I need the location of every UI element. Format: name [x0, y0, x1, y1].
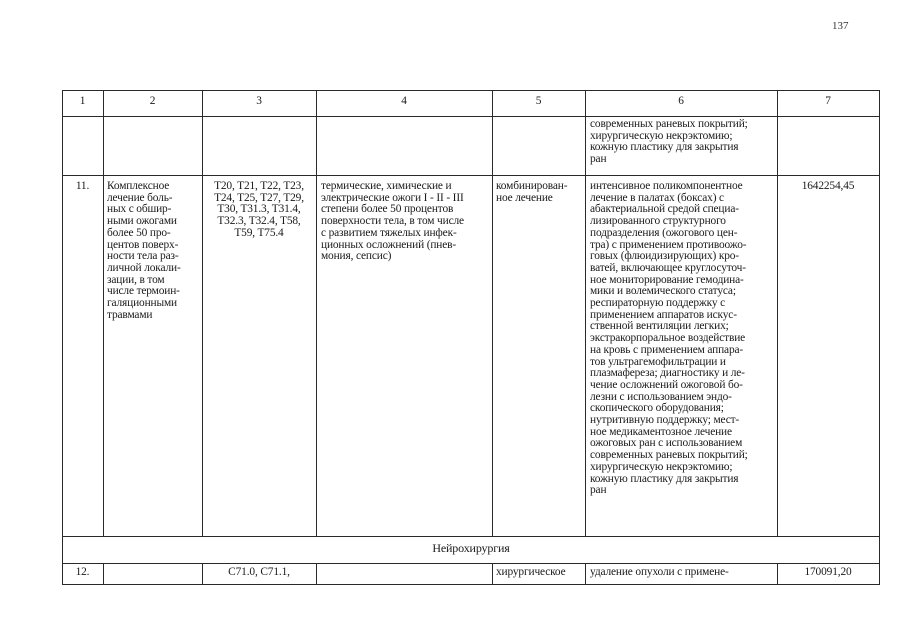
column-divider-4-lower: [492, 563, 493, 585]
column-divider-6: [777, 90, 778, 536]
column-divider-2: [202, 90, 203, 536]
row-divider-continuation: [62, 175, 880, 176]
page-number: 137: [832, 20, 849, 32]
section-title: Нейрохирургия: [432, 541, 510, 555]
medical-care-table: [62, 90, 880, 585]
column-divider-4: [492, 90, 493, 536]
column-divider-3-lower: [316, 563, 317, 585]
row-12-codes: C71.0, C71.1,: [228, 566, 290, 578]
header-col-1: 1: [79, 95, 86, 107]
row-12-number: 12.: [75, 566, 90, 578]
row-11-type: комбинирован- ное лечение: [496, 180, 568, 204]
table-border-left: [62, 90, 63, 585]
table-border-top: [62, 90, 880, 91]
header-col-5: 5: [535, 95, 542, 107]
column-divider-3: [316, 90, 317, 536]
header-col-3: 3: [256, 95, 262, 107]
row-11-name: Комплексное лечение боль- ных с обшир- ными ожогами более 50 про- центов поверх- ности тела раз- личной локали- зации, в том числе термоин- галяционными травмами: [107, 180, 181, 321]
header-col-7: 7: [825, 95, 831, 107]
header-col-4: 4: [401, 95, 407, 107]
row-12-type: хирургическое: [496, 566, 566, 578]
column-divider-5: [585, 90, 586, 536]
row-11-number: 11.: [75, 180, 90, 192]
row-11-model: термические, химические и электрические ожоги I - II - III степени более 50 процентов поверхности тела, в том числе с развитием тяжелых инфек- ционных осложнений (пнев- мония, сепсис): [321, 180, 464, 263]
header-divider: [62, 116, 880, 117]
column-divider-5-lower: [585, 563, 586, 585]
row-12-cost: 170091,20: [804, 566, 852, 578]
table-border-bottom: [62, 584, 880, 585]
header-col-6: 6: [678, 95, 684, 107]
table-border-right: [879, 90, 880, 585]
column-divider-1-lower: [103, 563, 104, 585]
row-11-treatment: интенсивное поликомпонентное лечение в палатах (боксах) с абактериальной средой специа- лизированного структурного подразделения (ожогового цен- тра) с применением противоожо- говых (флюидизирующих) кро- ватей, включающее круглосуточ- ное мониторирование гемодина- мики и волемического статуса; респираторную поддержку с применением аппаратов искус- ственной вентиляции легких; экстракорпоральное воздействие на кровь с применением аппара- тов ультрагемофильтрации и плазмафереза; диагностику и ле- чение осложнений ожоговой бо- лезни с использованием эндо- скопического оборудования; нутритивную поддержку; мест- ное медикаментозное лечение ожоговых ран с использованием современных раневых покрытий; хирургическую некрэктомию; кожную пластику для закрытия ран: [590, 180, 748, 497]
row-11-codes: T20, T21, T22, T23, T24, T25, T27, T29, T30, T31.3, T31.4, T32.3, T32.4, T58, T59, T75.4: [214, 180, 304, 239]
header-col-2: 2: [149, 95, 156, 107]
row-11-cost: 1642254,45: [801, 180, 855, 192]
row-12-treatment: удаление опухоли с примене-: [590, 566, 729, 578]
row-divider-section-top: [62, 536, 880, 537]
continuation-treatment: современных раневых покрытий; хирургическую некрэктомию; кожную пластику для закрытия ран: [590, 118, 748, 166]
row-divider-section-bottom: [62, 563, 880, 564]
column-divider-1: [103, 90, 104, 536]
